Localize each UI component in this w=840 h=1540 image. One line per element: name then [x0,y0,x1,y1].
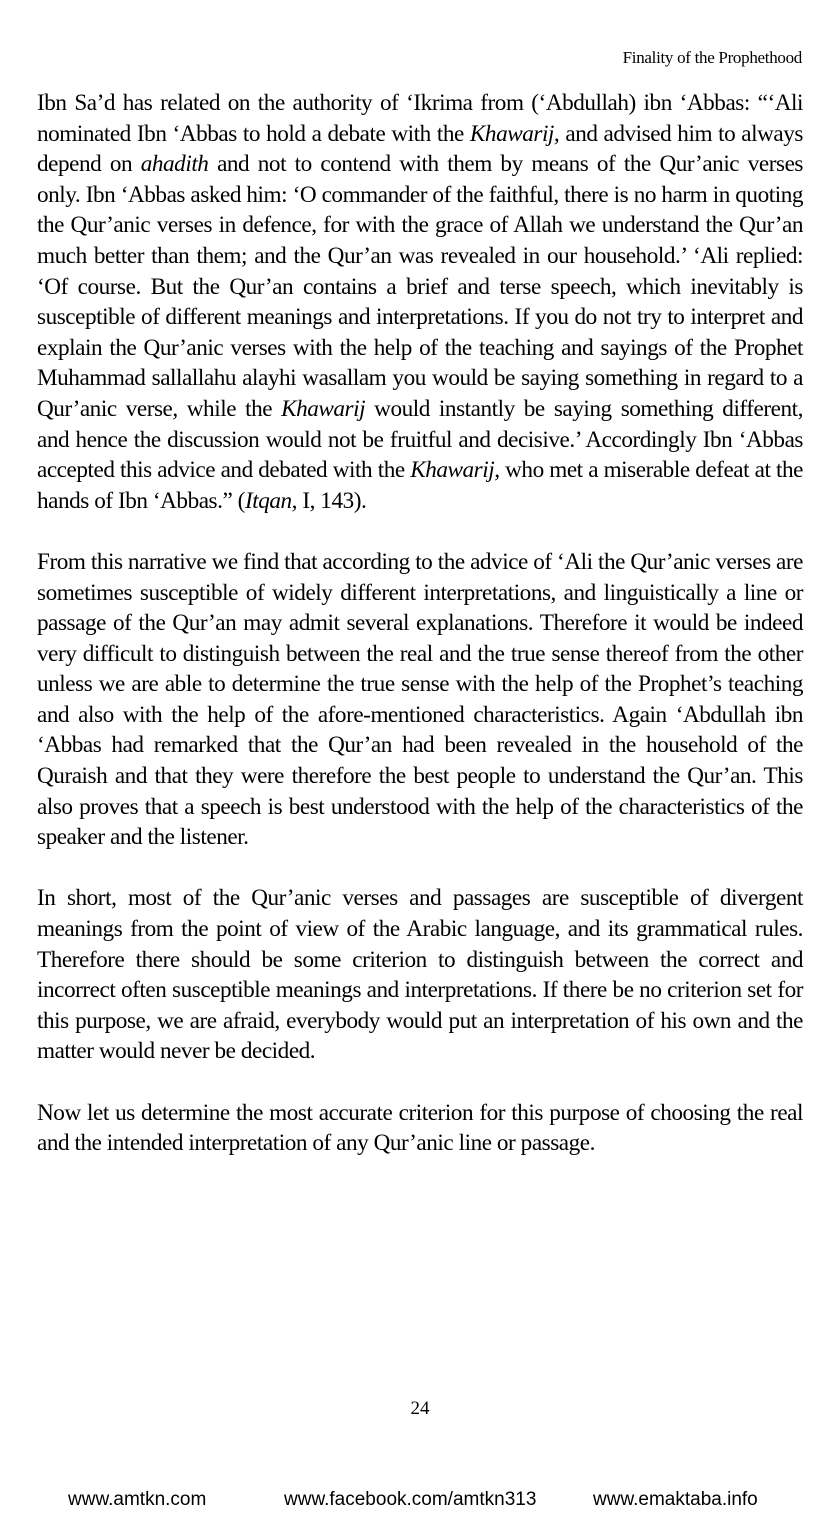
text-run: Ibn Sa’d has related on the authority of ‘Ikrima from (‘Abdullah) ibn ‘Abbas: “‘Ali nominated Ibn ‘Abbas to hold a debate with the [37,90,803,147]
paragraph-2: From this narrative we find that according to the advice of ‘Ali the Qur’anic verses are sometimes susceptible of widely different interpretations, and linguistically a line or passage of the Qur’an may admit several explanations. Therefore it would be indeed very difficult to distinguish between the real and the true sense thereof from the other unless we are able to determine the true sense with the help of the Prophet’s teaching and also with the help of the afore-mentioned characteristics. Again ‘Abdullah ibn ‘Abbas had remarked that the Qur’an had been revealed in the household of the Quraish and that they were therefore the best people to understand the Qur’an. This also proves that a speech is best understood with the help of the characteristics of the speaker and the listener. [37,548,803,851]
page-number: 24 [410,1398,430,1419]
italic-term: Khawarij, [410,457,500,484]
paragraph-4: Now let us determine the most accurate criterion for this purpose of choosing the real and the intended interpretation of any Qur’anic line or passage. [37,1099,803,1157]
paragraph-1 [37,88,803,516]
italic-term: Khawarij [281,395,366,422]
italic-term: Khawarij, [469,120,560,147]
text-run: I, 143). [297,487,367,514]
text-run: who met a miserable defeat at the hands of Ibn ‘Abbas.” ( [37,457,804,514]
italic-term: Itqan, [244,487,297,514]
footer-link-amtkn[interactable]: www.amtkn.com [68,1489,207,1510]
page-body [37,88,803,1189]
text-run: would instantly be saying something different, and hence the discussion would not be fruitful and decisive.’ Accordingly Ibn ‘Abbas accepted this advice and debated with the [37,395,803,484]
italic-term: ahadith [140,151,209,178]
footer-link-emaktaba[interactable]: www.emaktaba.info [593,1489,758,1510]
footer [0,1488,840,1512]
paragraph-3: In short, most of the Qur’anic verses and passages are susceptible of divergent meanings from the point of view of the Arabic language, and its grammatical rules. Therefore there should be some criterion to distinguish between the correct and incorrect often susceptible meanings and interpretations. If there be no criterion set for this purpose, we are afraid, everybody would put an interpretation of his own and the matter would never be decided. [37,885,803,1065]
text-run: and not to contend with them by means of the Qur’anic verses only. Ibn ‘Abbas asked him: ‘O commander of the faithful, there is no harm in quoting the Qur’anic verses in defence, for with the grace of Allah we understand the Qur’an much better than them; and the Qur’an was revealed in our household.’ ‘Ali replied: ‘Of course. But the Qur’an contains a brief and terse speech, which inevitably is susceptible of different meanings and interpretations. If you do not try to interpret and explain the Qur’anic verses with the help of the teaching and sayings of the Prophet Muhammad sallallahu alayhi wasallam you would be saying something in regard to a Qur’anic verse, while the [37,151,803,422]
text-run: and advised him to always depend on [37,120,803,178]
running-header: Finality of the Prophethood [622,48,802,67]
footer-link-facebook[interactable]: www.facebook.com/amtkn313 [284,1489,537,1510]
